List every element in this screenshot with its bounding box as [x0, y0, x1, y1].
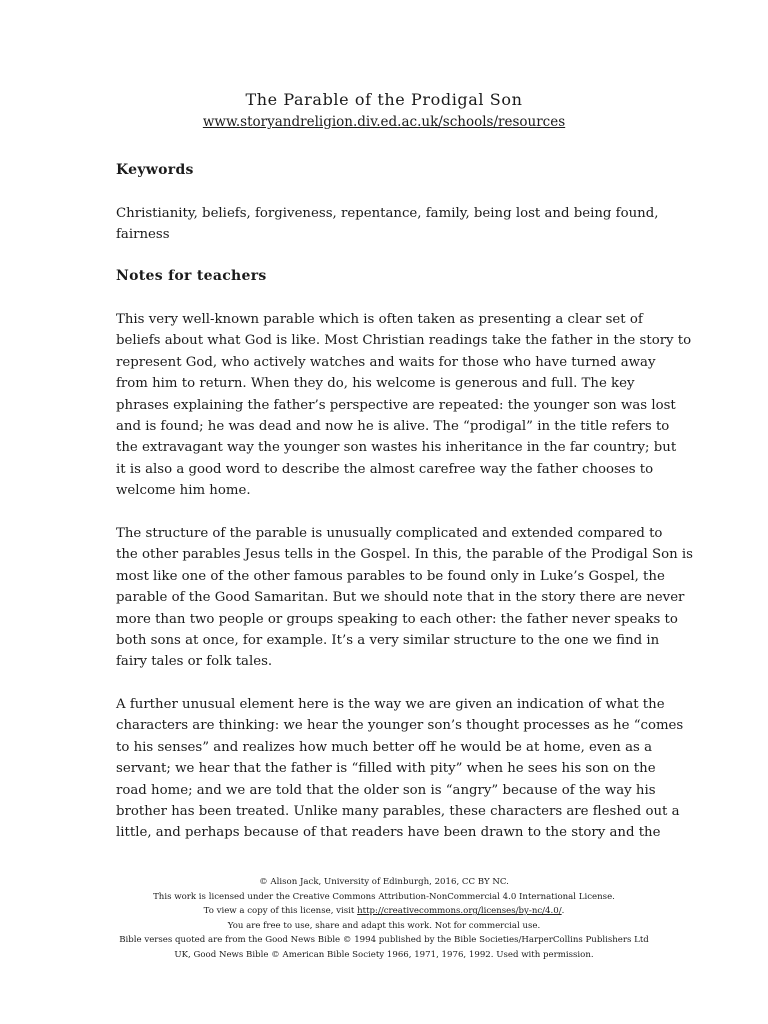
footer-free-use: You are free to use, share and adapt this work. Not for commercial use.	[227, 920, 541, 931]
footer-bible-credit: Bible verses quoted are from the Good News Bible © 1994 published by the Bible Societies/HarperCollins Publishers Ltd	[119, 935, 649, 946]
keywords-list	[116, 203, 659, 246]
paragraph-line: the other parables Jesus tells in the Gospel. In this, the parable of the Prodigal Son is	[116, 547, 693, 563]
paragraph-line: fairy tales or folk tales.	[116, 654, 273, 670]
paragraph-line: road home; and we are told that the older son is “angry” because of the way his	[116, 782, 656, 798]
license-link[interactable]: http://creativecommons.org/licenses/by-nc/4.0/	[357, 906, 562, 917]
paragraph-line: A further unusual element here is the way we are given an indication of what the	[116, 697, 665, 712]
paragraph-3	[116, 694, 684, 844]
paragraph-line: parable of the Good Samaritan. But we should note that in the story there are never	[116, 590, 685, 606]
resource-url: www.storyandreligion.div.ed.ac.uk/schools/resources	[202, 114, 566, 130]
page-footer	[0, 875, 768, 963]
paragraph-line: it is also a good word to describe the almost carefree way the father chooses to	[116, 461, 654, 477]
paragraph-line: both sons at once, for example. It’s a very similar structure to the one we find in	[116, 633, 660, 649]
paragraph-line: characters are thinking: we hear the younger son’s thought processes as he “comes	[116, 718, 684, 734]
footer-copyright: © Alison Jack, University of Edinburgh, 2016, CC BY NC.	[259, 877, 509, 887]
paragraph-line: brother has been treated. Unlike many parables, these characters are fleshed out a	[116, 804, 680, 820]
footer-view-prefix: To view a copy of this license, visit	[203, 906, 358, 917]
paragraph-line: to his senses” and realizes how much better off he would be at home, even as a	[116, 739, 652, 755]
paragraph-2	[116, 523, 693, 673]
paragraph-line: more than two people or groups speaking to each other: the father never speaks to	[116, 611, 678, 627]
document-title: The Parable of the Prodigal Son	[245, 90, 523, 109]
paragraph-line: servant; we hear that the father is “filled with pity” when he sees his son on the	[116, 761, 656, 777]
paragraph-line: This very well-known parable which is often taken as presenting a clear set of	[116, 312, 643, 327]
paragraph-line: beliefs about what God is like. Most Christian readings take the father in the story to	[116, 333, 692, 349]
notes-heading: Notes for teachers	[116, 268, 267, 284]
footer-view-suffix: .	[561, 906, 565, 917]
footer-view-license	[0, 904, 768, 919]
keywords-line: fairness	[116, 227, 170, 243]
paragraph-line: from him to return. When they do, his welcome is generous and full. The key	[116, 376, 635, 392]
paragraph-line: and is found; he was dead and now he is alive. The “prodigal” in the title refers to	[116, 419, 670, 435]
paragraph-line: represent God, who actively watches and waits for those who have turned away	[116, 354, 656, 370]
paragraph-1	[116, 309, 692, 502]
paragraph-line: most like one of the other famous parables to be found only in Luke’s Gospel, the	[116, 568, 665, 584]
paragraph-line: The structure of the parable is unusually complicated and extended compared to	[116, 526, 663, 541]
paragraph-line: little, and perhaps because of that readers have been drawn to the story and the	[116, 825, 661, 841]
paragraph-line: the extravagant way the younger son wastes his inheritance in the far country; but	[116, 440, 677, 456]
footer-license: This work is licensed under the Creative Commons Attribution-NonCommercial 4.0 International License.	[153, 891, 615, 902]
keywords-line: Christianity, beliefs, forgiveness, repentance, family, being lost and being found,	[116, 206, 659, 221]
keywords-heading: Keywords	[116, 162, 194, 178]
paragraph-line: phrases explaining the father’s perspective are repeated: the younger son was lost	[116, 397, 676, 413]
paragraph-line: welcome him home.	[116, 483, 251, 499]
footer-bible-credit-2: UK, Good News Bible © American Bible Society 1966, 1971, 1976, 1992. Used with permission.	[174, 949, 594, 960]
